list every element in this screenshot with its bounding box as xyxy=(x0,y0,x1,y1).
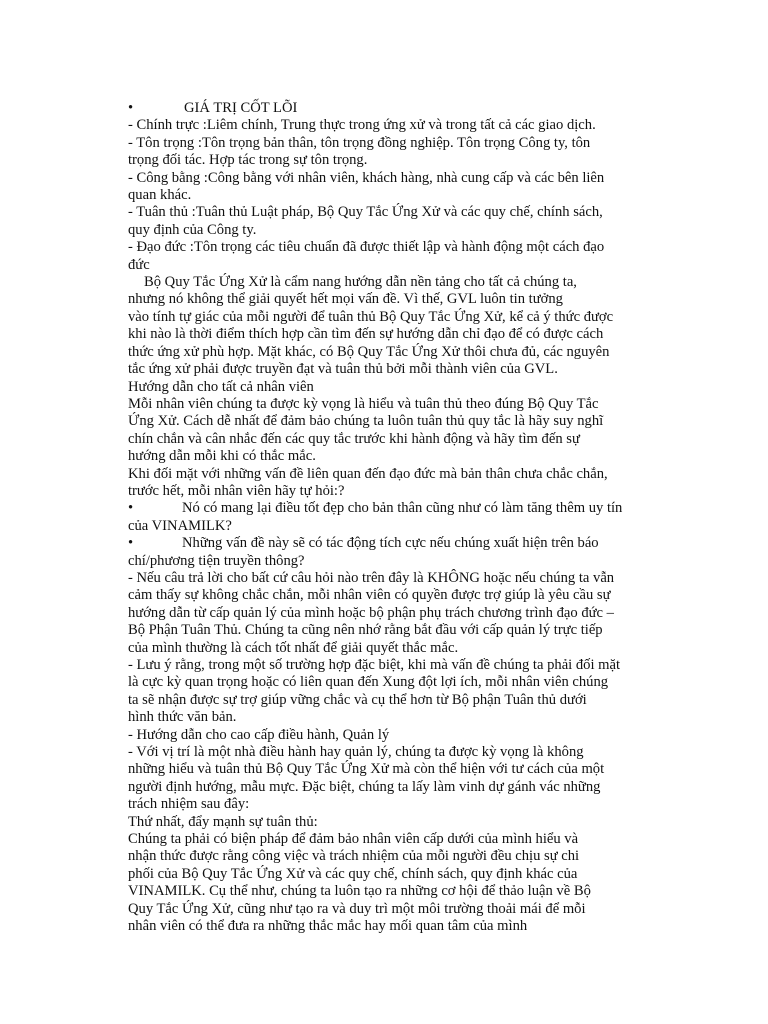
paragraph-line: Mỗi nhân viên chúng ta được kỳ vọng là hiểu và tuân thủ theo đúng Bộ Quy Tắc xyxy=(128,395,599,412)
question-item xyxy=(128,535,668,552)
question-continuation: chí/phương tiện truyền thông? xyxy=(128,552,305,569)
core-value-line: đức xyxy=(128,256,150,273)
paragraph-line: Quy Tắc Ứng Xử, cũng như tạo ra và duy trì một môi trường thoải mái để mỗi xyxy=(128,900,586,917)
core-values-list xyxy=(128,117,668,274)
paragraph-line: Khi đối mặt với những vấn đề liên quan đến đạo đức mà bản thân chưa chắc chắn, xyxy=(128,465,608,482)
core-value-line: quan khác. xyxy=(128,187,192,204)
body-text xyxy=(128,570,668,936)
core-value-line: quy định của Công ty. xyxy=(128,221,257,238)
paragraph-line: hướng dẫn mỗi khi có thắc mắc. xyxy=(128,448,316,465)
paragraph-line: khi nào là thời điểm thích hợp cần tìm đến sự hướng dẫn chỉ đạo để có được cách xyxy=(128,326,604,343)
paragraph-line: nhưng nó không thể giải quyết hết mọi vấn đề. Vì thế, GVL luôn tin tưởng xyxy=(128,291,563,308)
bullet-icon: • xyxy=(128,500,134,517)
question-list xyxy=(128,500,668,570)
paragraph-line: trách nhiệm sau đây: xyxy=(128,796,250,813)
paragraph-line: những hiểu và tuân thủ Bộ Quy Tắc Ứng Xử mà còn thể hiện với tư cách của một xyxy=(128,761,605,778)
paragraph-line: nhân viên có thể đưa ra những thắc mắc hay mối quan tâm của mình xyxy=(128,918,528,935)
paragraph-line: nhận thức được rằng công việc và trách nhiệm của mỗi người đều chịu sự chi xyxy=(128,848,580,865)
subheading-line: Thứ nhất, đẩy mạnh sự tuân thủ: xyxy=(128,813,318,830)
section-heading xyxy=(128,100,668,117)
core-value-line: trọng đối tác. Hợp tác trong sự tôn trọng. xyxy=(128,152,368,169)
paragraph-line: VINAMILK. Cụ thể như, chúng ta luôn tạo ra những cơ hội để thảo luận về Bộ xyxy=(128,883,591,900)
question-text: Nó có mang lại điều tốt đẹp cho bản thân cũng như có làm tăng thêm uy tín xyxy=(182,500,623,517)
question-text: Những vấn đề này sẽ có tác động tích cực nếu chúng xuất hiện trên báo xyxy=(182,535,599,552)
paragraph-line: thức ứng xử phù hợp. Mặt khác, có Bộ Quy Tắc Ứng Xử thôi chưa đủ, các nguyên xyxy=(128,343,610,360)
paragraph-line: - Nếu câu trả lời cho bất cứ câu hỏi nào trên đây là KHÔNG hoặc nếu chúng ta vẫn xyxy=(128,569,615,586)
paragraph-line: hướng dẫn từ cấp quản lý của mình hoặc bộ phận phụ trách chương trình đạo đức – xyxy=(128,604,614,621)
paragraph-line: người định hướng, mẫu mực. Đặc biệt, chúng ta lấy làm vinh dự gánh vác những xyxy=(128,778,601,795)
paragraph-line: chín chắn và cân nhắc đến các quy tắc trước khi hành động và hãy tìm đến sự xyxy=(128,430,580,447)
intro-paragraph xyxy=(128,274,668,500)
document-page xyxy=(128,100,668,936)
paragraph-line: Bộ Quy Tắc Ứng Xử là cẩm nang hướng dẫn nền tảng cho tất cả chúng ta, xyxy=(144,274,577,291)
question-continuation: của VINAMILK? xyxy=(128,517,232,534)
paragraph-line: - Với vị trí là một nhà điều hành hay quản lý, chúng ta được kỳ vọng là không xyxy=(128,744,584,761)
paragraph-line: cảm thấy sự không chắc chắn, mỗi nhân viên có quyền được trợ giúp là yêu cầu sự xyxy=(128,587,611,604)
core-value-line: - Công bằng :Công bằng với nhân viên, khách hàng, nhà cung cấp và các bên liên xyxy=(128,169,605,186)
subheading-line: - Hướng dẫn cho cao cấp điều hành, Quản lý xyxy=(128,726,390,743)
question-item xyxy=(128,500,668,517)
paragraph-line: là cực kỳ quan trọng hoặc có liên quan đến Xung đột lợi ích, mỗi nhân viên chúng xyxy=(128,674,609,691)
paragraph-line: vào tính tự giác của mỗi người để tuân thủ Bộ Quy Tắc Ứng Xử, kể cả ý thức được xyxy=(128,308,614,325)
paragraph-line: Chúng ta phải có biện pháp để đảm bảo nhân viên cấp dưới của mình hiểu và xyxy=(128,831,579,848)
paragraph-line: hình thức văn bản. xyxy=(128,709,237,726)
paragraph-line: Ứng Xử. Cách dễ nhất để đảm bảo chúng ta luôn tuân thủ quy tắc là hãy suy nghĩ xyxy=(128,413,604,430)
paragraph-line: Bộ Phận Tuân Thủ. Chúng ta cũng nên nhớ rằng bắt đầu với cấp quản lý trực tiếp xyxy=(128,622,603,639)
bullet-icon: • xyxy=(128,100,134,116)
paragraph-line: tắc ứng xử phải được truyền đạt và tuân thủ bởi mỗi thành viên của GVL. xyxy=(128,361,558,378)
paragraph-line: trước hết, mỗi nhân viên hãy tự hỏi:? xyxy=(128,482,345,499)
bullet-icon: • xyxy=(128,535,134,552)
paragraph-line: của mình thường là cách tốt nhất để giải quyết thắc mắc. xyxy=(128,639,459,656)
core-value-line: - Chính trực :Liêm chính, Trung thực trong ứng xử và trong tất cả các giao dịch. xyxy=(128,117,596,134)
paragraph-line: - Lưu ý rằng, trong một số trường hợp đặc biệt, khi mà vấn đề chúng ta phải đối mặt xyxy=(128,657,621,673)
paragraph-line: ta sẽ nhận được sự trợ giúp vững chắc và cụ thể hơn từ Bộ phận Tuân thủ dưới xyxy=(128,691,587,708)
core-value-line: - Tôn trọng :Tôn trọng bản thân, tôn trọng đồng nghiệp. Tôn trọng Công ty, tôn xyxy=(128,134,591,151)
core-value-line: - Đạo đức :Tôn trọng các tiêu chuẩn đã được thiết lập và hành động một cách đạo xyxy=(128,239,605,256)
core-value-line: - Tuân thủ :Tuân thủ Luật pháp, Bộ Quy Tắc Ứng Xử và các quy chế, chính sách, xyxy=(128,204,603,221)
subheading-line: Hướng dẫn cho tất cả nhân viên xyxy=(128,378,314,395)
heading-text: GIÁ TRỊ CỐT LÕI xyxy=(184,100,298,116)
paragraph-line: phối của Bộ Quy Tắc Ứng Xử và các quy chế, chính sách, quy định khác của xyxy=(128,865,578,882)
